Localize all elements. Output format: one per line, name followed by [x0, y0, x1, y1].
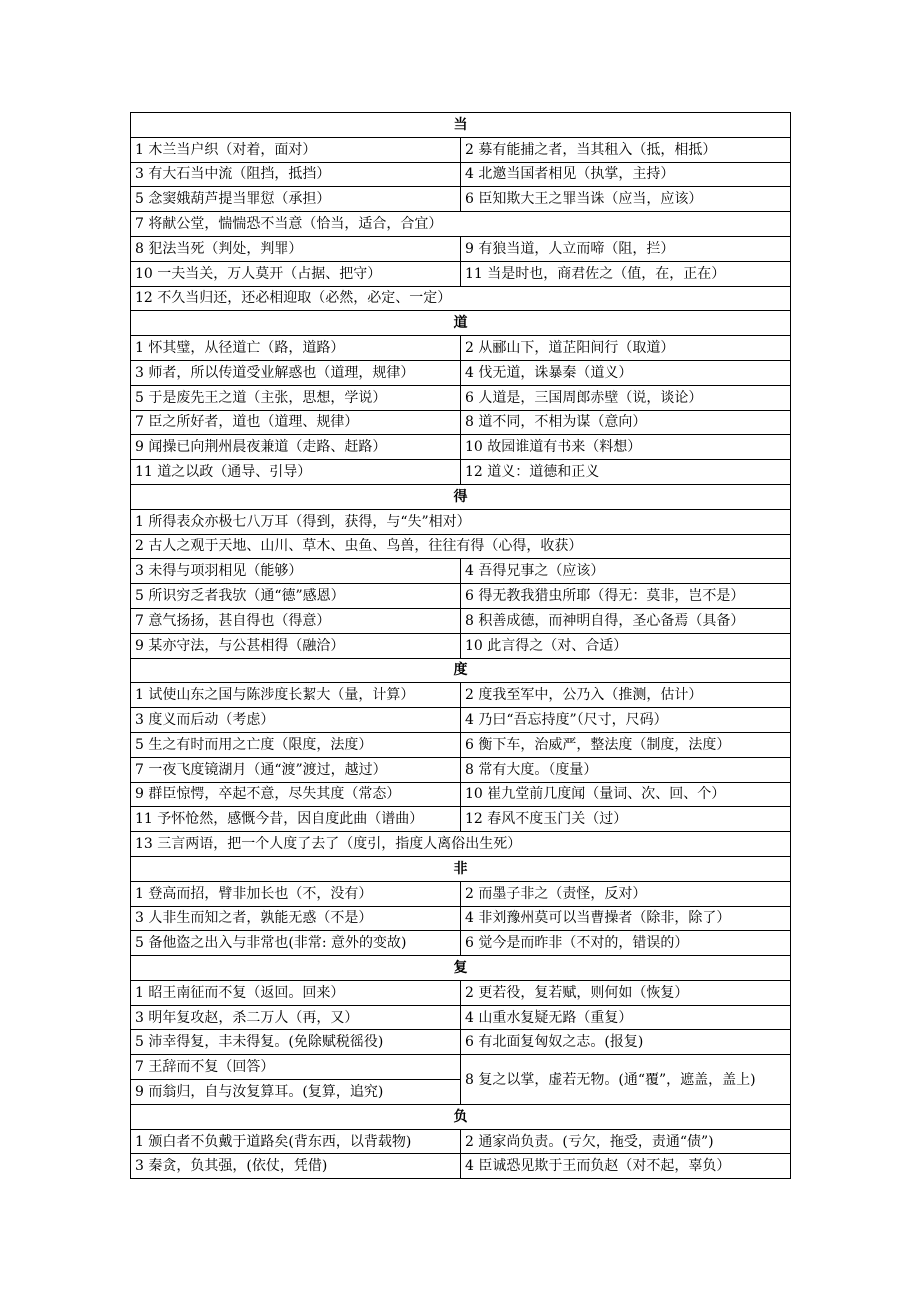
- entry-cell: 5 生之有时而用之亡度（限度，法度）: [131, 732, 461, 757]
- table-row: [131, 757, 791, 782]
- entry-cell: 2 更若役，复若赋，则何如（恢复）: [461, 980, 791, 1005]
- entry-cell: 3 有大石当中流（阻挡，抵挡）: [131, 162, 461, 187]
- entry-cell: 1 木兰当户织（对着，面对）: [131, 137, 461, 162]
- table-row: [131, 336, 791, 361]
- entry-cell: 1 登高而招，臂非加长也（不，没有）: [131, 881, 461, 906]
- entry-cell: 3 未得与项羽相见（能够）: [131, 559, 461, 584]
- table-row: [131, 385, 791, 410]
- table-row: [131, 137, 791, 162]
- entry-cell: 3 明年复攻赵，杀二万人（再，又）: [131, 1005, 461, 1030]
- entry-cell: 12 道义：道德和正义: [461, 460, 791, 485]
- table-row: [131, 261, 791, 286]
- entry-cell: 11 道之以政（通导、引导）: [131, 460, 461, 485]
- entry-cell: 2 度我至军中，公乃入（推测，估计）: [461, 683, 791, 708]
- entry-cell: 6 臣知欺大王之罪当诛（应当，应该）: [461, 187, 791, 212]
- table-row: [131, 236, 791, 261]
- vocabulary-table-body: [131, 113, 791, 1179]
- table-row: [131, 534, 791, 559]
- entry-cell: 6 人道是，三国周郎赤壁（说，谈论）: [461, 385, 791, 410]
- table-row: [131, 1005, 791, 1030]
- entry-cell: 5 念窦娥葫芦提当罪愆（承担）: [131, 187, 461, 212]
- entry-cell: 4 山重水复疑无路（重复）: [461, 1005, 791, 1030]
- entry-cell: 5 备他盗之出入与非常也(非常: 意外的变故): [131, 931, 461, 956]
- entry-cell: 7 一夜飞度镜湖月（通“渡”渡过，越过）: [131, 757, 461, 782]
- entry-cell: 9 群臣惊愕，卒起不意，尽失其度（常态）: [131, 782, 461, 807]
- table-row: [131, 187, 791, 212]
- section-heading: 负: [131, 1104, 791, 1129]
- table-row: [131, 931, 791, 956]
- table-row: [131, 782, 791, 807]
- entry-cell: 4 吾得兄事之（应该）: [461, 559, 791, 584]
- entry-cell: 5 于是废先王之道（主张，思想，学说）: [131, 385, 461, 410]
- entry-cell: 3 师者，所以传道受业解惑也（道理，规律）: [131, 360, 461, 385]
- entry-cell: 8 常有大度。（度量）: [461, 757, 791, 782]
- entry-cell: 9 闻操已向荆州晨夜兼道（走路、赶路）: [131, 435, 461, 460]
- entry-cell: 1 怀其璧，从径道亡（路，道路）: [131, 336, 461, 361]
- entry-cell: 1 试使山东之国与陈涉度长絜大（量，计算）: [131, 683, 461, 708]
- table-row: [131, 460, 791, 485]
- entry-cell: 3 人非生而知之者，孰能无惑（不是）: [131, 906, 461, 931]
- table-row: [131, 1154, 791, 1179]
- entry-cell: 4 北邀当国者相见（执掌，主持）: [461, 162, 791, 187]
- entry-cell: 12 春风不度玉门关（过）: [461, 807, 791, 832]
- table-row: [131, 509, 791, 534]
- entry-cell: 4 臣诚恐见欺于王而负赵（对不起，辜负）: [461, 1154, 791, 1179]
- section-heading: 复: [131, 956, 791, 981]
- table-row: [131, 732, 791, 757]
- table-row: [131, 1030, 791, 1055]
- vocabulary-table: [130, 112, 791, 1179]
- table-row: [131, 1055, 791, 1080]
- table-row: [131, 633, 791, 658]
- entry-cell: 11 当是时也，商君佐之（值，在，正在）: [461, 261, 791, 286]
- entry-cell: 2 通家尚负责。(亏欠，拖受，责通“债”): [461, 1129, 791, 1154]
- entry-cell: 7 臣之所好者，道也（道理、规律）: [131, 410, 461, 435]
- section-heading-row: [131, 311, 791, 336]
- entry-cell: 1 所得表众亦极七八万耳（得到，获得，与“失”相对）: [131, 509, 791, 534]
- entry-cell: 3 度义而后动（考虑）: [131, 708, 461, 733]
- entry-cell: 1 昭王南征而不复（返回。回来）: [131, 980, 461, 1005]
- table-row: [131, 162, 791, 187]
- entry-cell: 7 意气扬扬，甚自得也（得意）: [131, 608, 461, 633]
- section-heading: 当: [131, 113, 791, 138]
- entry-cell: 6 有北面复匈奴之志。(报复): [461, 1030, 791, 1055]
- table-row: [131, 608, 791, 633]
- entry-cell: 3 秦贪，负其强，(依仗，凭借): [131, 1154, 461, 1179]
- table-row: [131, 832, 791, 857]
- entry-cell: 10 故园谁道有书来（料想）: [461, 435, 791, 460]
- entry-cell: 6 衡下车，治威严，整法度（制度，法度）: [461, 732, 791, 757]
- table-row: [131, 584, 791, 609]
- entry-cell: 11 予怀怆然，感慨今昔，因自度此曲（谱曲）: [131, 807, 461, 832]
- table-row: [131, 1129, 791, 1154]
- entry-cell: 6 觉今是而昨非（不对的，错误的）: [461, 931, 791, 956]
- table-row: [131, 708, 791, 733]
- entry-cell: 1 颁白者不负戴于道路矣(背东西，以背载物): [131, 1129, 461, 1154]
- table-row: [131, 881, 791, 906]
- table-row: [131, 435, 791, 460]
- section-heading-row: [131, 856, 791, 881]
- section-heading-row: [131, 484, 791, 509]
- entry-cell: 8 积善成德，而神明自得，圣心备焉（具备）: [461, 608, 791, 633]
- entry-cell: 12 不久当归还，还必相迎取（必然，必定、一定）: [131, 286, 791, 311]
- table-row: [131, 212, 791, 237]
- entry-cell: 10 一夫当关，万人莫开（占据、把守）: [131, 261, 461, 286]
- section-heading-row: [131, 956, 791, 981]
- section-heading: 非: [131, 856, 791, 881]
- entry-cell: 7 王辞而不复（回答）: [131, 1055, 461, 1080]
- entry-cell: 9 而翁归，自与汝复算耳。(复算，追究): [131, 1080, 461, 1105]
- table-row: [131, 980, 791, 1005]
- section-heading: 度: [131, 658, 791, 683]
- table-row: [131, 683, 791, 708]
- table-row: [131, 906, 791, 931]
- entry-cell: 2 从郦山下，道芷阳间行（取道）: [461, 336, 791, 361]
- entry-cell: 2 古人之观于天地、山川、草木、虫鱼、鸟兽，往往有得（心得，收获）: [131, 534, 791, 559]
- entry-cell: 9 有狼当道，人立而啼（阻，拦）: [461, 236, 791, 261]
- table-row: [131, 559, 791, 584]
- entry-cell: 10 此言得之（对、合适）: [461, 633, 791, 658]
- entry-cell-merged: 8 复之以掌，虚若无物。(通“覆”，遮盖，盖上): [461, 1055, 791, 1105]
- entry-cell: 2 而墨子非之（责怪，反对）: [461, 881, 791, 906]
- entry-cell: 4 伐无道，诛暴秦（道义）: [461, 360, 791, 385]
- entry-cell: 6 得无教我猎虫所耶（得无：莫非，岂不是）: [461, 584, 791, 609]
- table-row: [131, 807, 791, 832]
- entry-cell: 5 沛幸得复，丰未得复。(免除赋税徭役): [131, 1030, 461, 1055]
- entry-cell: 4 非刘豫州莫可以当曹操者（除非，除了）: [461, 906, 791, 931]
- section-heading-row: [131, 113, 791, 138]
- entry-cell: 4 乃曰“吾忘持度”（尺寸，尺码）: [461, 708, 791, 733]
- table-row: [131, 410, 791, 435]
- table-row: [131, 286, 791, 311]
- section-heading-row: [131, 1104, 791, 1129]
- table-row: [131, 360, 791, 385]
- entry-cell: 8 犯法当死（判处，判罪）: [131, 236, 461, 261]
- section-heading: 道: [131, 311, 791, 336]
- entry-cell: 9 某亦守法，与公甚相得（融洽）: [131, 633, 461, 658]
- entry-cell: 8 道不同，不相为谋（意向）: [461, 410, 791, 435]
- section-heading: 得: [131, 484, 791, 509]
- entry-cell: 13 三言两语，把一个人度了去了（度引，指度人离俗出生死）: [131, 832, 791, 857]
- entry-cell: 7 将献公堂，惴惴恐不当意（恰当，适合，合宜）: [131, 212, 791, 237]
- entry-cell: 10 崔九堂前几度闻（量词、次、回、个）: [461, 782, 791, 807]
- entry-cell: 5 所识穷乏者我欤（通“德”感恩）: [131, 584, 461, 609]
- entry-cell: 2 募有能捕之者，当其租入（抵，相抵）: [461, 137, 791, 162]
- section-heading-row: [131, 658, 791, 683]
